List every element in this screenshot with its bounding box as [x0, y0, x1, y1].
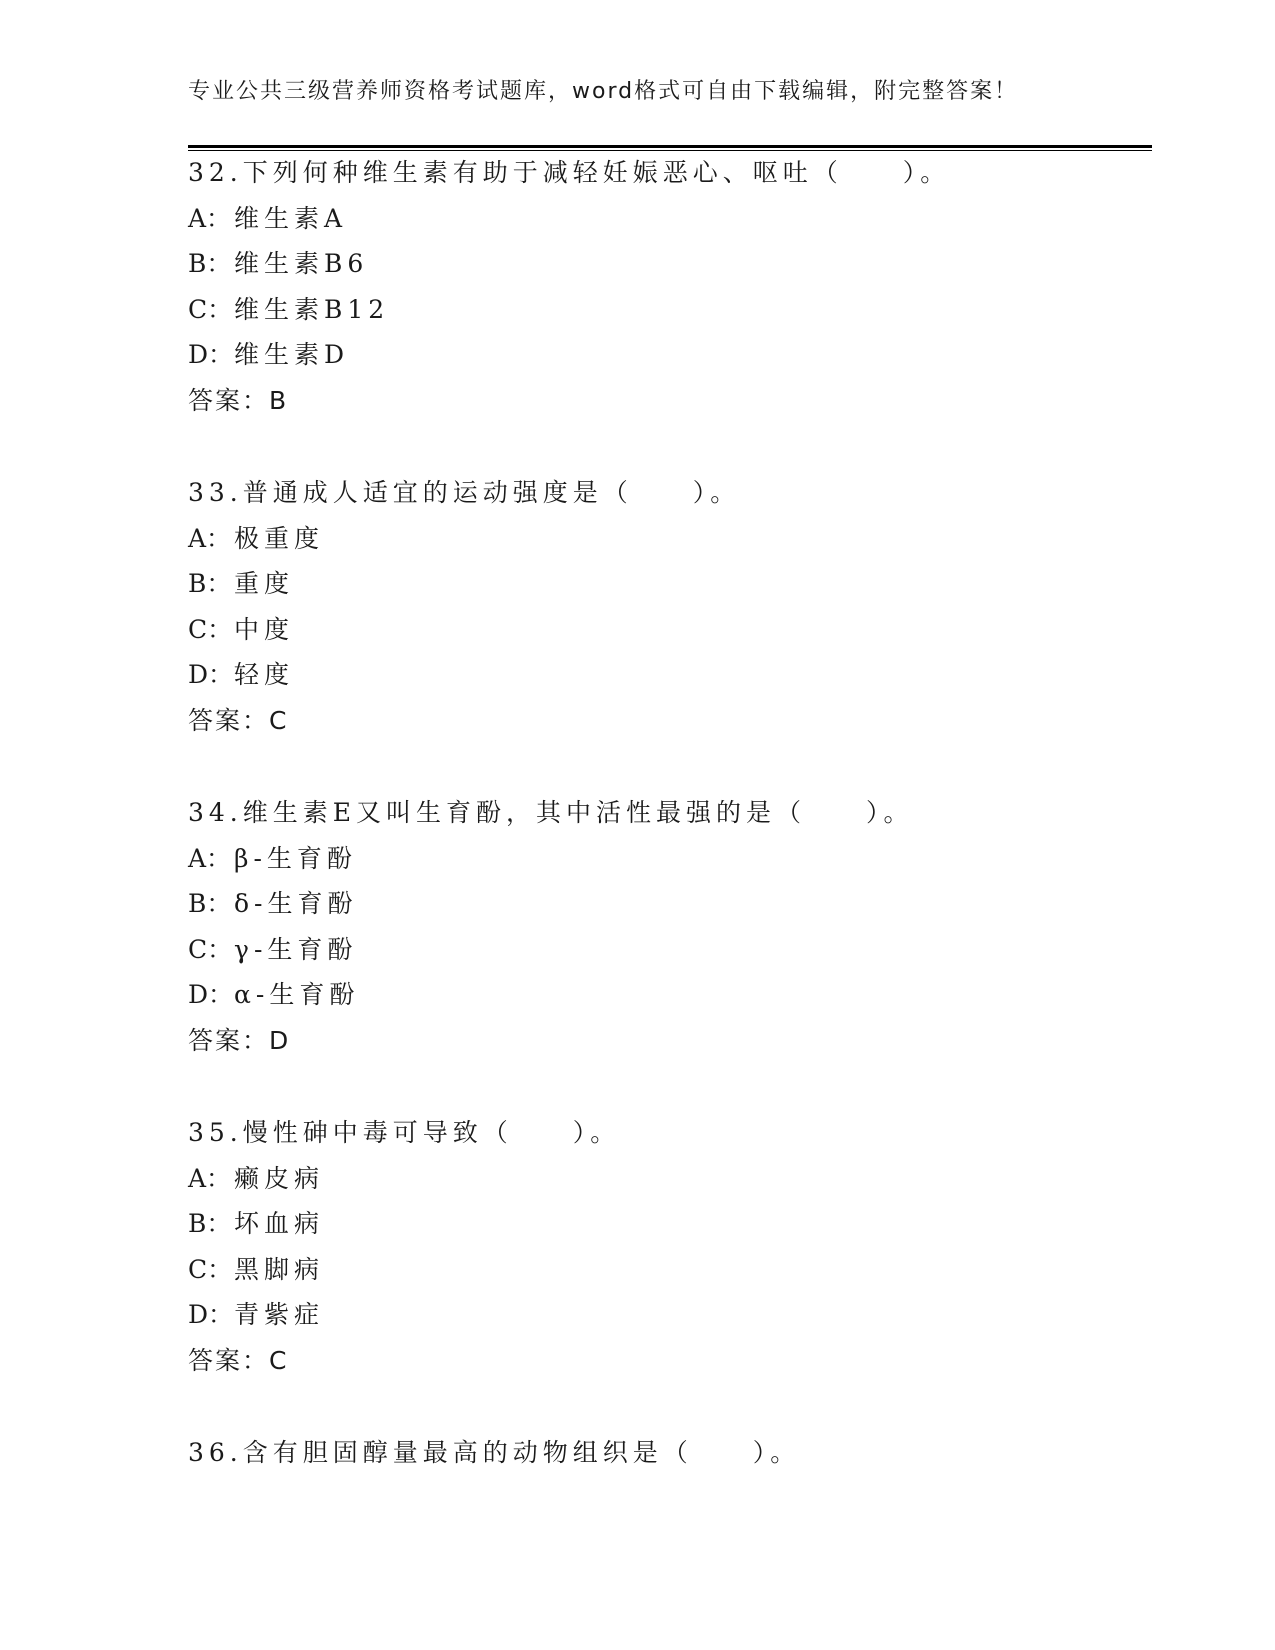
option-d	[188, 332, 1148, 378]
question-35	[188, 1110, 1148, 1383]
option-letter: C：	[188, 934, 233, 964]
option-a	[188, 1156, 1148, 1202]
option-letter: B：	[188, 889, 232, 918]
option-b	[188, 561, 1148, 607]
option-text: 中度	[234, 614, 295, 644]
option-letter: C：	[188, 614, 233, 644]
option-text: 极重度	[234, 523, 325, 553]
option-c	[188, 1247, 1148, 1293]
question-stem: 34.维生素E又叫生育酚，其中活性最强的是（ ）。	[188, 798, 914, 827]
answer-line: 答案：D	[188, 1025, 291, 1055]
option-text: α-生育酚	[234, 980, 360, 1009]
option-text: 癞皮病	[234, 1163, 325, 1193]
option-letter: A：	[188, 203, 232, 233]
question-stem: 33.普通成人适宜的运动强度是（ ）。	[188, 478, 741, 507]
option-letter: D：	[188, 1300, 234, 1329]
question-33	[188, 470, 1148, 743]
option-letter: B：	[188, 569, 232, 598]
option-letter: A：	[188, 1163, 232, 1193]
option-b	[188, 1201, 1148, 1247]
answer-line: 答案：C	[188, 705, 289, 735]
option-a	[188, 516, 1148, 562]
option-c	[188, 607, 1148, 653]
question-34	[188, 790, 1148, 1063]
header-rule-thick	[188, 145, 1152, 148]
option-letter: A：	[188, 843, 232, 873]
question-stem: 35.慢性砷中毒可导致（ ）。	[188, 1118, 621, 1147]
question-32	[188, 150, 1148, 423]
option-a	[188, 196, 1148, 242]
answer-line: 答案：C	[188, 1345, 289, 1375]
option-letter: C：	[188, 294, 233, 324]
option-a	[188, 836, 1148, 882]
answer-line: 答案：B	[188, 385, 289, 415]
option-letter: A：	[188, 523, 232, 553]
option-c	[188, 927, 1148, 973]
option-text: 青紫症	[234, 1300, 325, 1329]
option-letter: C：	[188, 1254, 233, 1284]
option-letter: D：	[188, 340, 234, 369]
option-text: 维生素A	[234, 203, 348, 233]
option-text: γ-生育酚	[234, 934, 358, 964]
question-stem: 36.含有胆固醇量最高的动物组织是（ ）。	[188, 1438, 801, 1467]
option-text: 重度	[234, 569, 295, 598]
option-letter: B：	[188, 1209, 232, 1238]
option-b	[188, 241, 1148, 287]
option-text: 维生素B12	[234, 294, 390, 324]
page-header: 专业公共三级营养师资格考试题库，word格式可自由下载编辑，附完整答案！	[188, 79, 1019, 104]
option-text: δ-生育酚	[234, 889, 358, 918]
option-letter: D：	[188, 660, 234, 689]
option-d	[188, 1292, 1148, 1338]
option-letter: D：	[188, 980, 234, 1009]
question-36	[188, 1430, 1148, 1476]
question-stem: 32.下列何种维生素有助于减轻妊娠恶心、呕吐（ ）。	[188, 158, 951, 187]
option-text: 坏血病	[234, 1209, 325, 1238]
option-text: 维生素D	[234, 340, 350, 369]
option-d	[188, 972, 1148, 1018]
option-c	[188, 287, 1148, 333]
option-letter: B：	[188, 249, 232, 278]
option-text: 轻度	[234, 660, 295, 689]
option-text: 黑脚病	[234, 1254, 325, 1284]
option-text: β-生育酚	[234, 843, 357, 873]
option-text: 维生素B6	[234, 249, 369, 278]
option-d	[188, 652, 1148, 698]
option-b	[188, 881, 1148, 927]
